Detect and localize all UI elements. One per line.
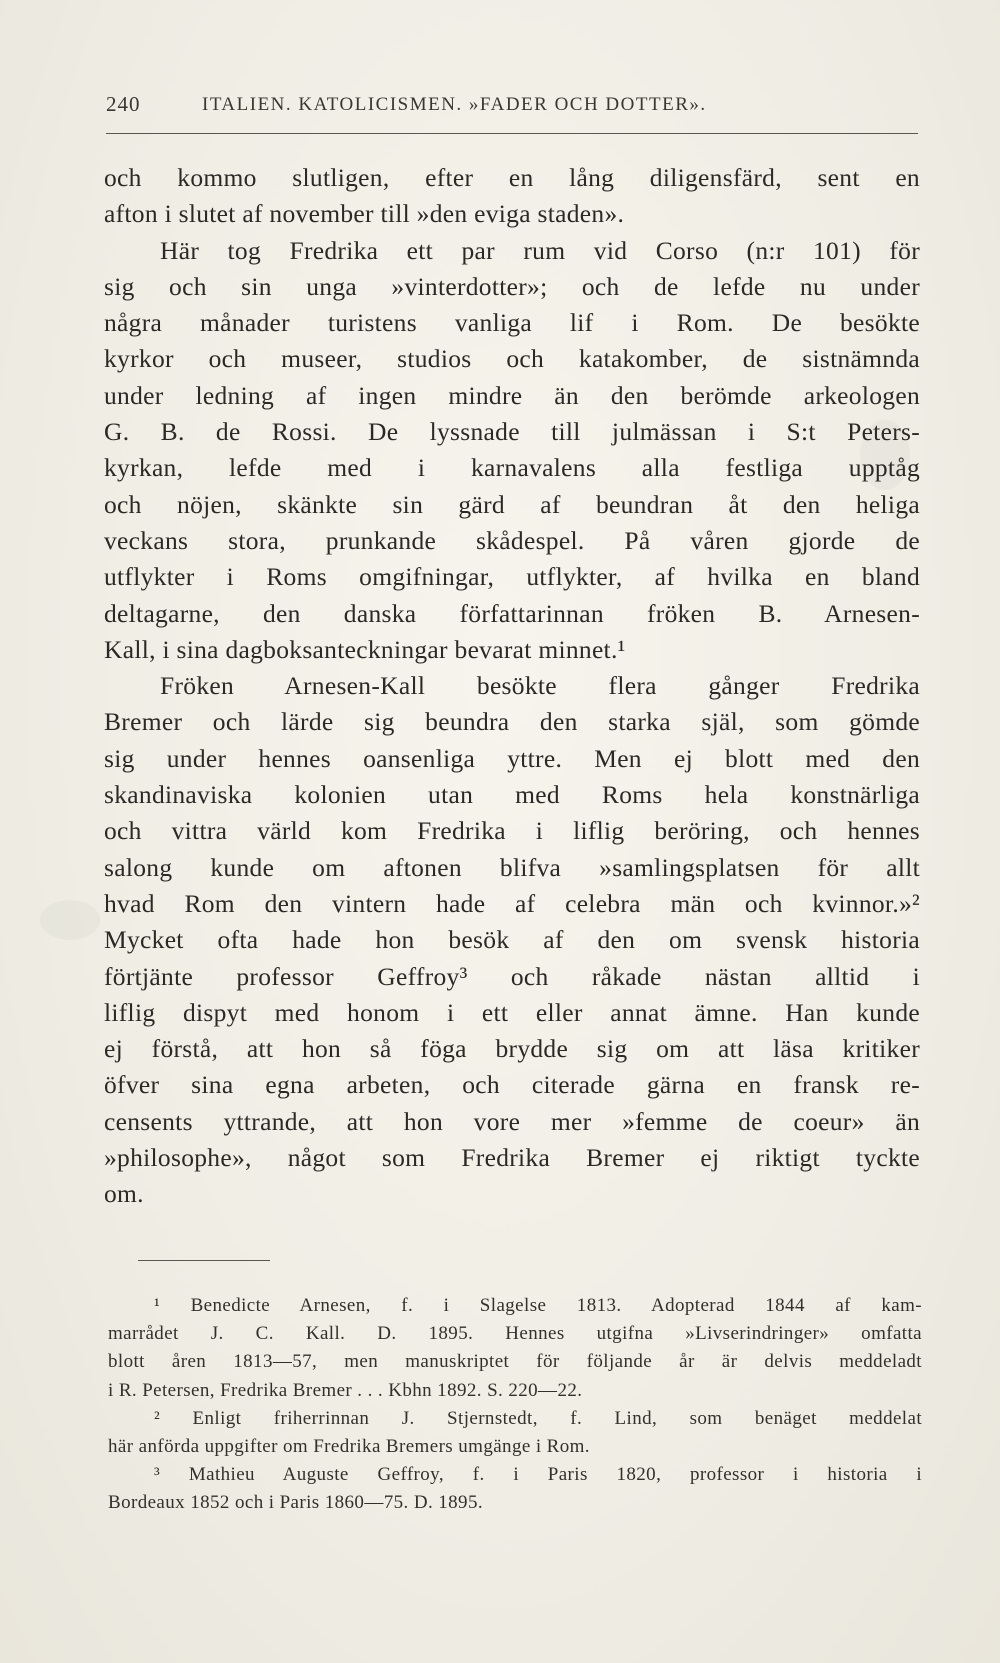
footnote-line: här anförda uppgifter om Fredrika Bremers umgänge i Rom. xyxy=(108,1435,590,1457)
text-line: sig under hennes oansenliga yttre. Men ej blott med den xyxy=(104,743,920,773)
text-line: och kommo slutligen, efter en lång diligensfärd, sent en xyxy=(104,163,920,192)
text-line: och nöjen, skänkte sin gärd af beundran åt den heliga xyxy=(104,489,920,519)
text-line: kyrkor och museer, studios och katakomber, de sistnämnda xyxy=(104,344,920,374)
text-line: förtjänte professor Geffroy³ och råkade nästan alltid i xyxy=(104,961,920,991)
text-line: afton i slutet af november till »den eviga staden». xyxy=(104,199,625,229)
text-line: ej förstå, att hon så föga brydde sig om att läsa kritiker xyxy=(104,1034,920,1064)
text-line: veckans stora, prunkande skådespel. På våren gjorde de xyxy=(104,525,920,555)
footnote-line: ³ Mathieu Auguste Geffroy, f. i Paris 1820, professor i historia i xyxy=(154,1464,922,1486)
footnote-line: marrådet J. C. Kall. D. 1895. Hennes utgifna »Livserindringer» omfatta xyxy=(108,1323,922,1345)
text-line: Kall, i sina dagboksanteckningar bevarat minnet.¹ xyxy=(104,634,626,664)
running-title: ITALIEN. KATOLICISMEN. »FADER OCH DOTTER». xyxy=(202,94,707,115)
body-text xyxy=(104,160,920,1213)
text-line: deltagarne, den danska författarinnan fröken B. Arnesen- xyxy=(104,598,920,628)
text-line: öfver sina egna arbeten, och citerade gärna en fransk re- xyxy=(104,1070,920,1100)
header-rule xyxy=(106,133,918,134)
footnotes xyxy=(108,1292,922,1518)
footnote-rule xyxy=(138,1260,270,1261)
footnote-line: i R. Petersen, Fredrika Bremer . . . Kbhn 1892. S. 220—22. xyxy=(108,1379,583,1401)
text-line: Fröken Arnesen-Kall besökte flera gånger Fredrika xyxy=(160,671,920,701)
page-number: 240 xyxy=(106,92,141,116)
text-line: »philosophe», något som Fredrika Bremer ej riktigt tyckte xyxy=(104,1143,920,1173)
text-line: hvad Rom den vintern hade af celebra män och kvinnor.»² xyxy=(104,888,920,918)
text-line: kyrkan, lefde med i karnavalens alla festliga upptåg xyxy=(104,453,920,483)
footnote-line: ¹ Benedicte Arnesen, f. i Slagelse 1813. Adopterad 1844 af kam- xyxy=(154,1295,922,1316)
running-head xyxy=(106,92,920,122)
text-line: salong kunde om aftonen blifva »samlingsplatsen för allt xyxy=(104,852,920,882)
text-line: liflig dispyt med honom i ett eller annat ämne. Han kunde xyxy=(104,997,920,1027)
text-line: skandinaviska kolonien utan med Roms hela konstnärliga xyxy=(104,780,920,810)
text-line: G. B. de Rossi. De lyssnade till julmässan i S:t Peters- xyxy=(104,417,920,447)
text-line: Bremer och lärde sig beundra den starka själ, som gömde xyxy=(104,707,920,737)
footnote-line: ² Enligt friherrinnan J. Stjernstedt, f. Lind, som benäget meddelat xyxy=(154,1407,922,1429)
text-line: utflykter i Roms omgifningar, utflykter, af hvilka en bland xyxy=(104,562,920,592)
text-line: censents yttrande, att hon vore mer »femme de coeur» än xyxy=(104,1106,920,1136)
text-line: Mycket ofta hade hon besök af den om svensk historia xyxy=(104,925,920,955)
text-line: sig och sin unga »vinterdotter»; och de lefde nu under xyxy=(104,271,920,301)
text-line: och vittra värld kom Fredrika i liflig beröring, och hennes xyxy=(104,816,920,846)
text-line: Här tog Fredrika ett par rum vid Corso (n:r 101) för xyxy=(160,235,920,265)
text-line: under ledning af ingen mindre än den berömde arkeologen xyxy=(104,380,920,410)
text-line: om. xyxy=(104,1179,144,1209)
text-line: några månader turistens vanliga lif i Rom. De besökte xyxy=(104,308,920,338)
footnote-line: blott åren 1813—57, men manuskriptet för följande år är delvis meddeladt xyxy=(108,1351,922,1373)
footnote-line: Bordeaux 1852 och i Paris 1860—75. D. 1895. xyxy=(108,1492,483,1514)
paper-stain xyxy=(40,900,100,940)
